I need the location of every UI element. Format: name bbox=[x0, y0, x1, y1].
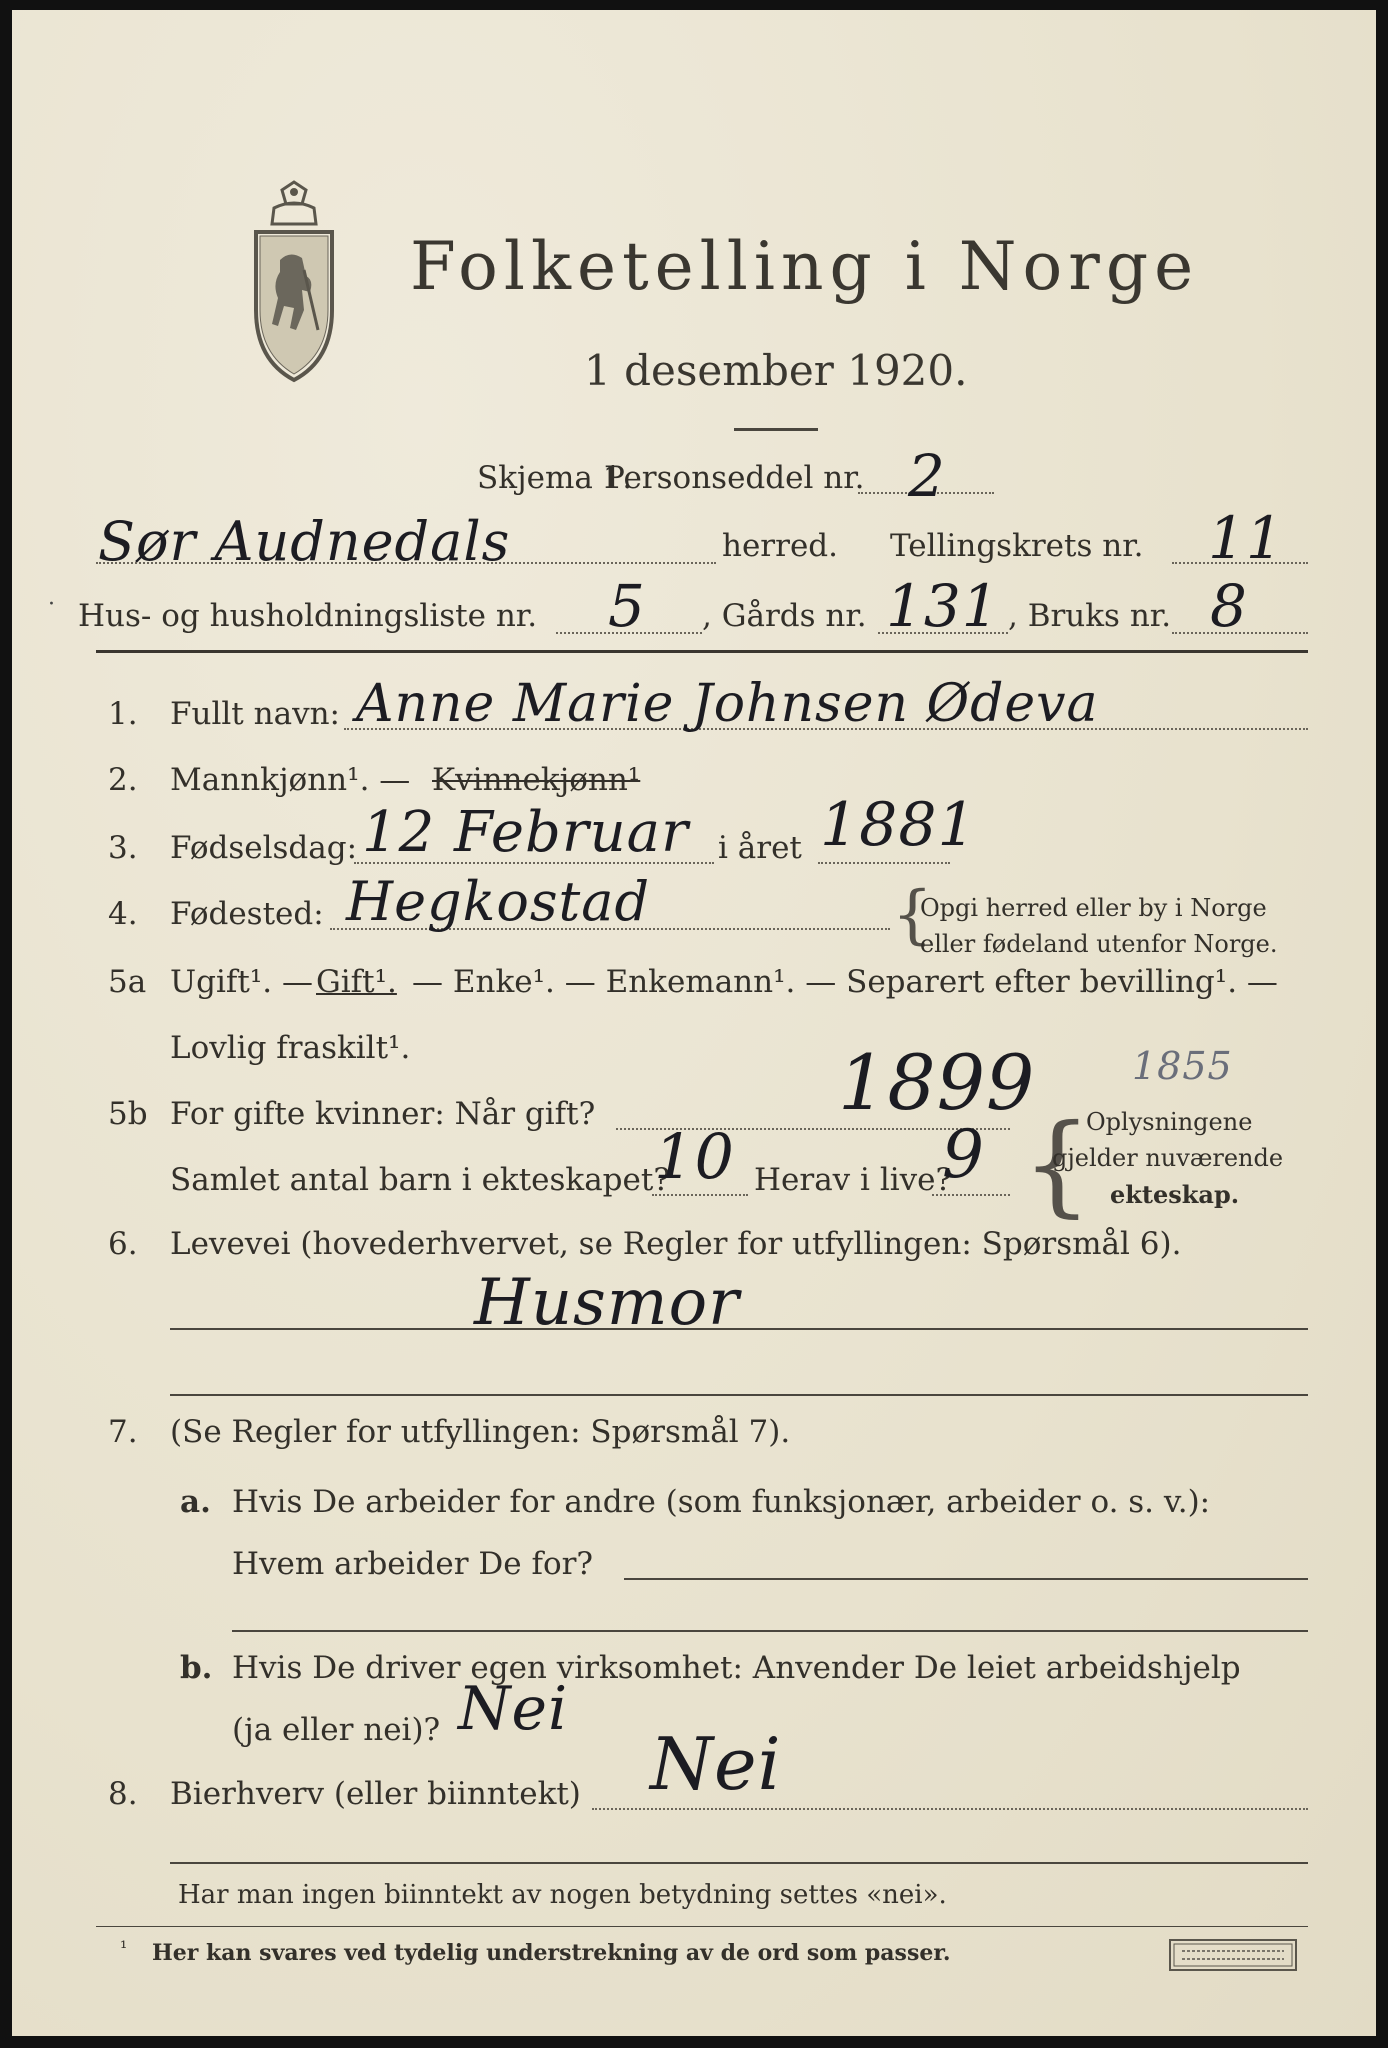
q5b-brace: { bbox=[1022, 1100, 1092, 1228]
husliste-value[interactable]: 5 bbox=[608, 572, 646, 640]
herred-label: herred. bbox=[722, 528, 838, 564]
margin-dot: · bbox=[48, 592, 55, 617]
q6-line1 bbox=[170, 1328, 1308, 1330]
printer-mark-stamp bbox=[1168, 1938, 1298, 1972]
q2-female-option[interactable]: Kvinnekjønn¹ bbox=[432, 762, 641, 798]
q7-label: (Se Regler for utfyllingen: Spørsmål 7). bbox=[170, 1414, 791, 1450]
q7b-line1: Hvis De driver egen virksomhet: Anvender De leiet arbeidshjelp bbox=[232, 1650, 1241, 1686]
q4-note-line1: Opgi herred eller by i Norge bbox=[920, 894, 1267, 922]
husliste-label: Hus- og husholdningsliste nr. bbox=[78, 598, 538, 634]
bruks-value[interactable]: 8 bbox=[1210, 572, 1248, 640]
q7a-answer-line2[interactable] bbox=[232, 1630, 1308, 1632]
q2-number: 2. bbox=[108, 762, 138, 798]
herred-value[interactable]: Sør Audnedals bbox=[98, 510, 511, 573]
personseddel-label: Personseddel nr. bbox=[604, 460, 865, 496]
coat-of-arms-icon bbox=[244, 180, 344, 390]
q8-label: Bierhverv (eller biinntekt) bbox=[170, 1776, 581, 1812]
q6-value[interactable]: Husmor bbox=[474, 1266, 740, 1340]
q4-value[interactable]: Hegkostad bbox=[346, 870, 651, 933]
q7a-answer-line[interactable] bbox=[624, 1578, 1308, 1580]
q3-year-value[interactable]: 1881 bbox=[820, 790, 977, 860]
q3-value[interactable]: 12 Februar bbox=[362, 800, 689, 865]
q8-value[interactable]: Nei bbox=[650, 1722, 782, 1806]
footnote-divider bbox=[96, 1926, 1308, 1927]
q1-label: Fullt navn: bbox=[170, 696, 340, 732]
q6-line2 bbox=[170, 1394, 1308, 1396]
q5b-married-value[interactable]: 1899 bbox=[838, 1038, 1036, 1127]
gards-value[interactable]: 131 bbox=[886, 572, 1000, 640]
q8-line bbox=[592, 1808, 1308, 1810]
q8-number: 8. bbox=[108, 1776, 138, 1812]
q5a-gift-option[interactable]: Gift¹. bbox=[316, 964, 397, 1000]
q1-value[interactable]: Anne Marie Johnsen Ødeva bbox=[356, 674, 1099, 734]
q5b-alive-value[interactable]: 9 bbox=[942, 1116, 985, 1193]
q1-number: 1. bbox=[108, 696, 138, 732]
q4-number: 4. bbox=[108, 896, 138, 932]
q7a-letter: a. bbox=[180, 1484, 211, 1520]
biinntekt-note: Har man ingen biinntekt av nogen betydning settes «nei». bbox=[178, 1880, 947, 1910]
q5b-alive-line bbox=[932, 1194, 1010, 1196]
q7b-line2: (ja eller nei)? bbox=[232, 1712, 441, 1748]
q5b-married-label: For gifte kvinner: Når gift? bbox=[170, 1096, 596, 1132]
q6-label: Levevei (hovederhvervet, se Regler for utfyllingen: Spørsmål 6). bbox=[170, 1226, 1182, 1262]
q5a-ugift-option[interactable]: Ugift¹. — bbox=[170, 964, 313, 1000]
q5b-children-value[interactable]: 10 bbox=[654, 1120, 735, 1193]
form-title: Folketelling i Norge bbox=[410, 228, 1200, 305]
tellingskrets-label: Tellingskrets nr. bbox=[890, 528, 1144, 564]
tellingskrets-value[interactable]: 11 bbox=[1208, 504, 1284, 572]
q5b-note-line2: gjelder nuværende bbox=[1052, 1144, 1284, 1172]
q5a-number: 5a bbox=[108, 964, 147, 1000]
q7a-line2: Hvem arbeider De for? bbox=[232, 1546, 594, 1582]
q5b-children-line bbox=[652, 1194, 748, 1196]
footnote-text: Her kan svares ved tydelig understrekning av de ord som passer. bbox=[152, 1940, 951, 1966]
footnote-mark: ¹ bbox=[120, 1938, 128, 1959]
q5b-children-label: Samlet antal barn i ekteskapet? bbox=[170, 1162, 670, 1198]
q4-note-line2: eller fødeland utenfor Norge. bbox=[920, 930, 1278, 958]
q4-label: Fødested: bbox=[170, 896, 324, 932]
census-date: 1 desember 1920. bbox=[584, 346, 968, 395]
q5a-fraskilt-option[interactable]: Lovlig fraskilt¹. bbox=[170, 1030, 411, 1066]
gards-label: , Gårds nr. bbox=[702, 598, 867, 634]
q7b-letter: b. bbox=[180, 1650, 213, 1686]
q5b-number: 5b bbox=[108, 1096, 148, 1132]
title-divider bbox=[734, 428, 818, 431]
q5b-note-line1: Oplysningene bbox=[1086, 1108, 1253, 1136]
census-form-sheet bbox=[12, 10, 1376, 2036]
q8-line2 bbox=[170, 1862, 1308, 1864]
q5b-note-line3: ekteskap. bbox=[1110, 1180, 1240, 1209]
q3-year-line bbox=[818, 862, 950, 864]
q3-label: Fødselsdag: bbox=[170, 830, 358, 866]
herred-line bbox=[96, 562, 716, 564]
q6-number: 6. bbox=[108, 1226, 138, 1262]
q3-year-label: i året bbox=[718, 830, 802, 866]
q7a-line1: Hvis De arbeider for andre (som funksjonær, arbeider o. s. v.): bbox=[232, 1484, 1211, 1520]
bruks-label: , Bruks nr. bbox=[1008, 598, 1172, 634]
q7b-value[interactable]: Nei bbox=[458, 1674, 569, 1744]
header-divider bbox=[96, 650, 1308, 653]
q2-male-option[interactable]: Mannkjønn¹. — bbox=[170, 762, 411, 798]
q3-number: 3. bbox=[108, 830, 138, 866]
personseddel-value[interactable]: 2 bbox=[908, 442, 946, 510]
q7-number: 7. bbox=[108, 1414, 138, 1450]
q5b-alive-label: Herav i live? bbox=[754, 1162, 953, 1198]
q5b-pencil-annotation: 1855 bbox=[1132, 1044, 1233, 1088]
schema-label: Skjema 1. bbox=[477, 460, 633, 496]
q4-brace: { bbox=[892, 878, 933, 952]
q5a-other-options[interactable]: — Enke¹. — Enkemann¹. — Separert efter bevilling¹. — bbox=[412, 964, 1278, 1000]
